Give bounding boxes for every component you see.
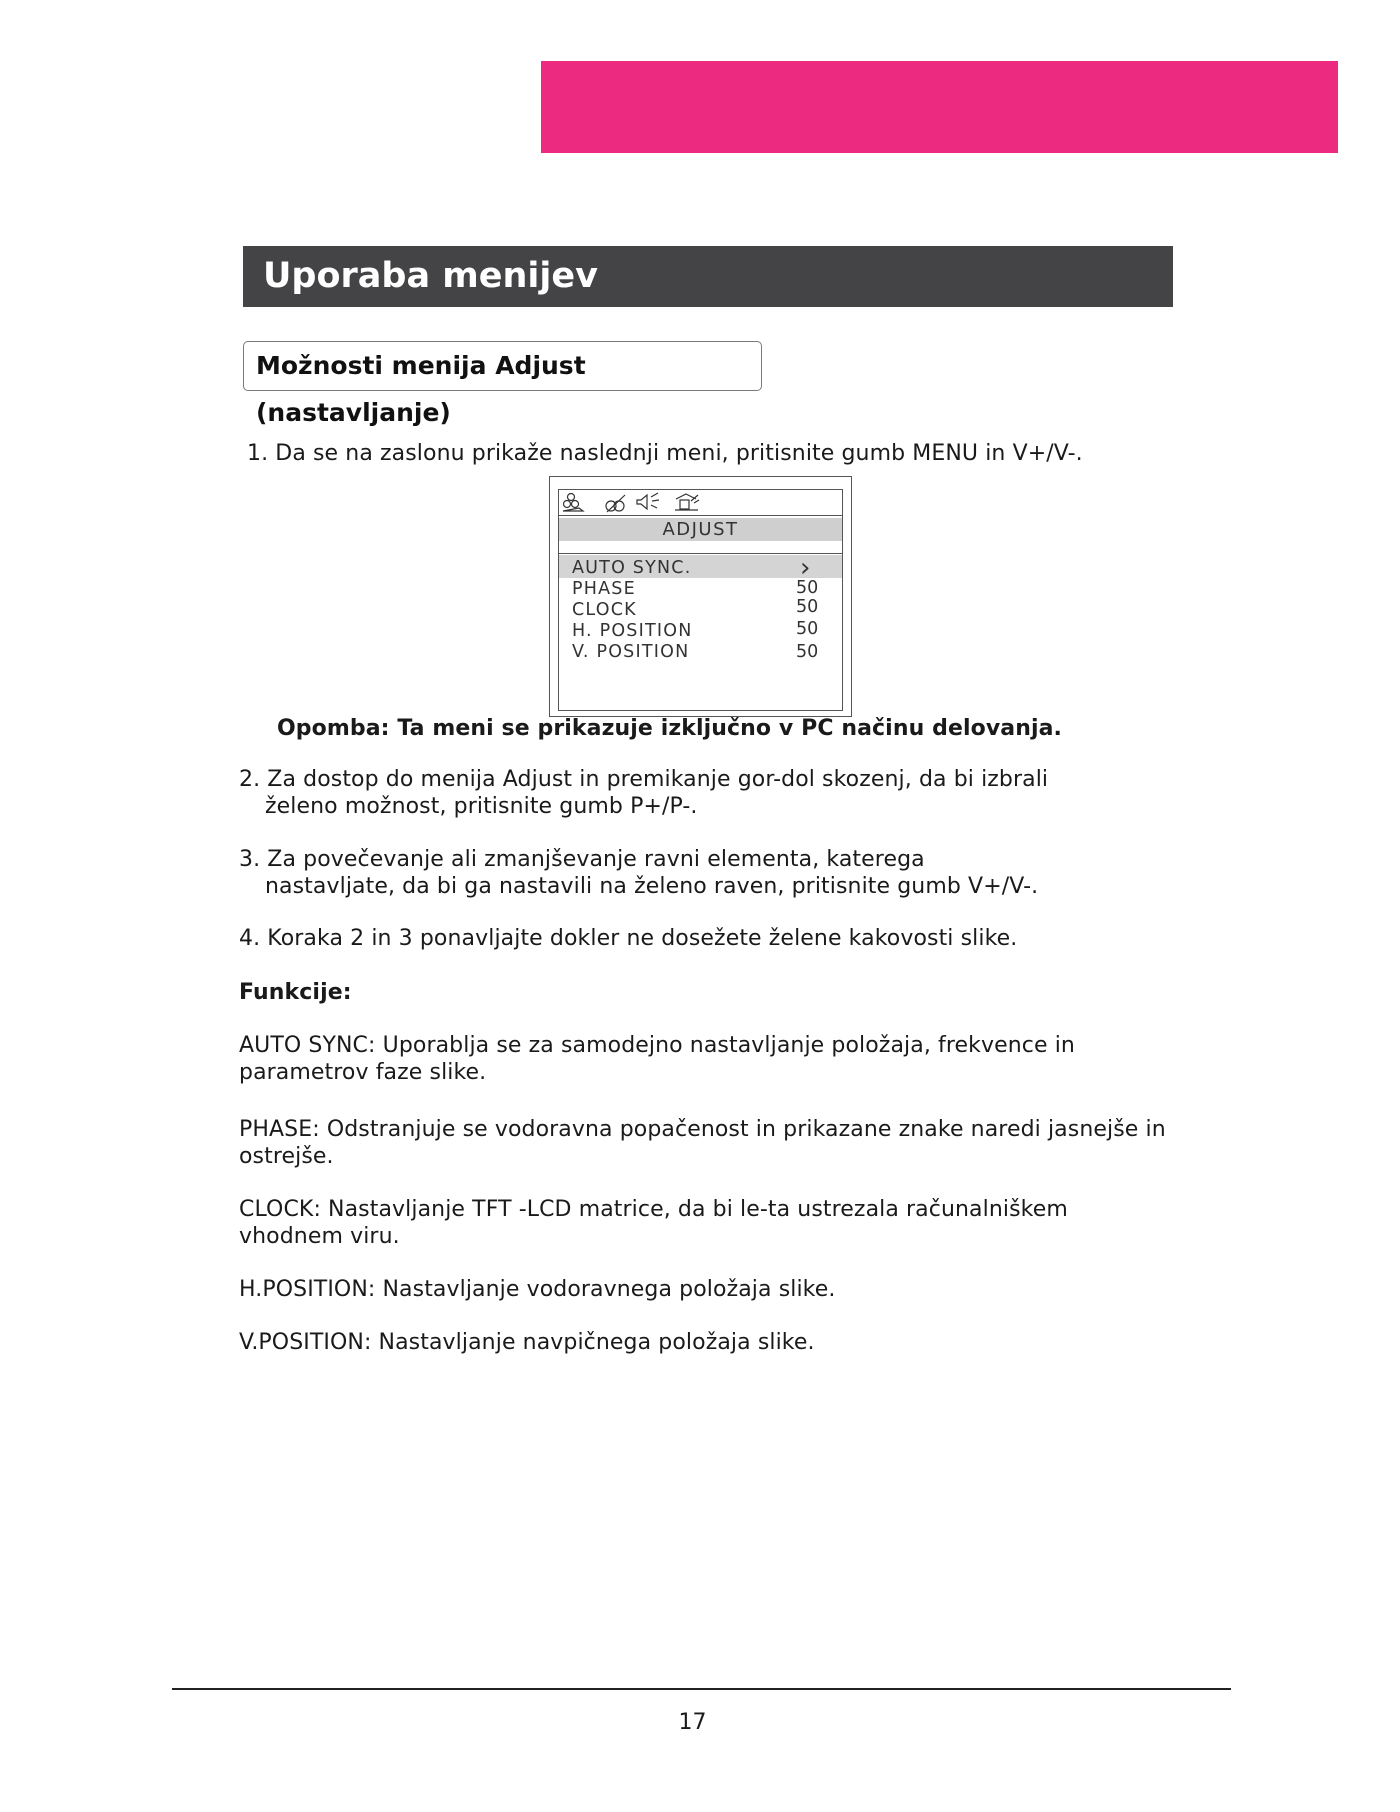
phase-description xyxy=(239,1116,1166,1170)
page-title: Uporaba menijev xyxy=(243,246,1173,307)
step-3-line-2: nastavljate, da bi ga nastavili na želeno raven, pritisnite gumb V+/V-. xyxy=(265,874,1039,899)
osd-header: ADJUST xyxy=(559,518,842,541)
osd-value-h-position: 50 xyxy=(796,619,819,639)
osd-value-v-position: 50 xyxy=(796,642,819,662)
osd-item-phase: PHASE xyxy=(572,579,636,599)
step-3-line-1: 3. Za povečevanje ali zmanjševanje ravni elementa, katerega xyxy=(239,847,925,872)
step-4-text: 4. Koraka 2 in 3 ponavljajte dokler ne dosežete želene kakovosti slike. xyxy=(239,926,1018,951)
note-text: Opomba: Ta meni se prikazuje izključno v PC načinu delovanja. xyxy=(277,716,1063,741)
step-1-text: 1. Da se na zaslonu prikaže naslednji meni, pritisnite gumb MENU in V+/V-. xyxy=(247,441,1083,466)
auto-sync-line-2: parametrov faze slike. xyxy=(239,1060,487,1085)
v-position-description: V.POSITION: Nastavljanje navpičnega položaja slike. xyxy=(239,1330,815,1355)
functions-heading: Funkcije: xyxy=(239,980,352,1005)
color-icon xyxy=(603,492,633,514)
clock-description xyxy=(239,1196,1068,1250)
osd-value-phase: 50 xyxy=(796,578,819,598)
osd-item-v-position: V. POSITION xyxy=(572,642,690,662)
setup-icon xyxy=(672,491,702,513)
auto-sync-description xyxy=(239,1032,1075,1086)
phase-line-2: ostrejše. xyxy=(239,1144,334,1169)
osd-item-auto-sync: AUTO SYNC. xyxy=(572,558,692,578)
phase-line-1: PHASE: Odstranjuje se vodoravna popačenost in prikazane znake naredi jasnejše in xyxy=(239,1117,1166,1142)
osd-item-clock: CLOCK xyxy=(572,600,637,620)
step-2-text xyxy=(239,766,1048,820)
clock-line-2: vhodnem viru. xyxy=(239,1224,400,1249)
osd-value-clock: 50 xyxy=(796,597,819,617)
auto-sync-line-1: AUTO SYNC: Uporablja se za samodejno nastavljanje položaja, frekvence in xyxy=(239,1033,1075,1058)
step-2-line-2: želeno možnost, pritisnite gumb P+/P-. xyxy=(265,794,698,819)
footer-divider xyxy=(172,1688,1231,1690)
section-subtitle: Možnosti menija Adjust (nastavljanje) xyxy=(243,341,762,391)
picture-icon xyxy=(561,492,591,514)
clock-line-1: CLOCK: Nastavljanje TFT -LCD matrice, da bi le-ta ustrezala računalniškem xyxy=(239,1197,1068,1222)
sound-icon xyxy=(634,491,664,513)
page-number: 17 xyxy=(678,1710,707,1735)
osd-item-h-position: H. POSITION xyxy=(572,621,693,641)
header-accent-bar xyxy=(541,61,1338,153)
h-position-description: H.POSITION: Nastavljanje vodoravnega položaja slike. xyxy=(239,1277,836,1302)
chevron-right-icon: › xyxy=(800,553,811,583)
step-3-text xyxy=(239,846,1038,900)
step-2-line-1: 2. Za dostop do menija Adjust in premikanje gor-dol skozenj, da bi izbrali xyxy=(239,767,1049,792)
